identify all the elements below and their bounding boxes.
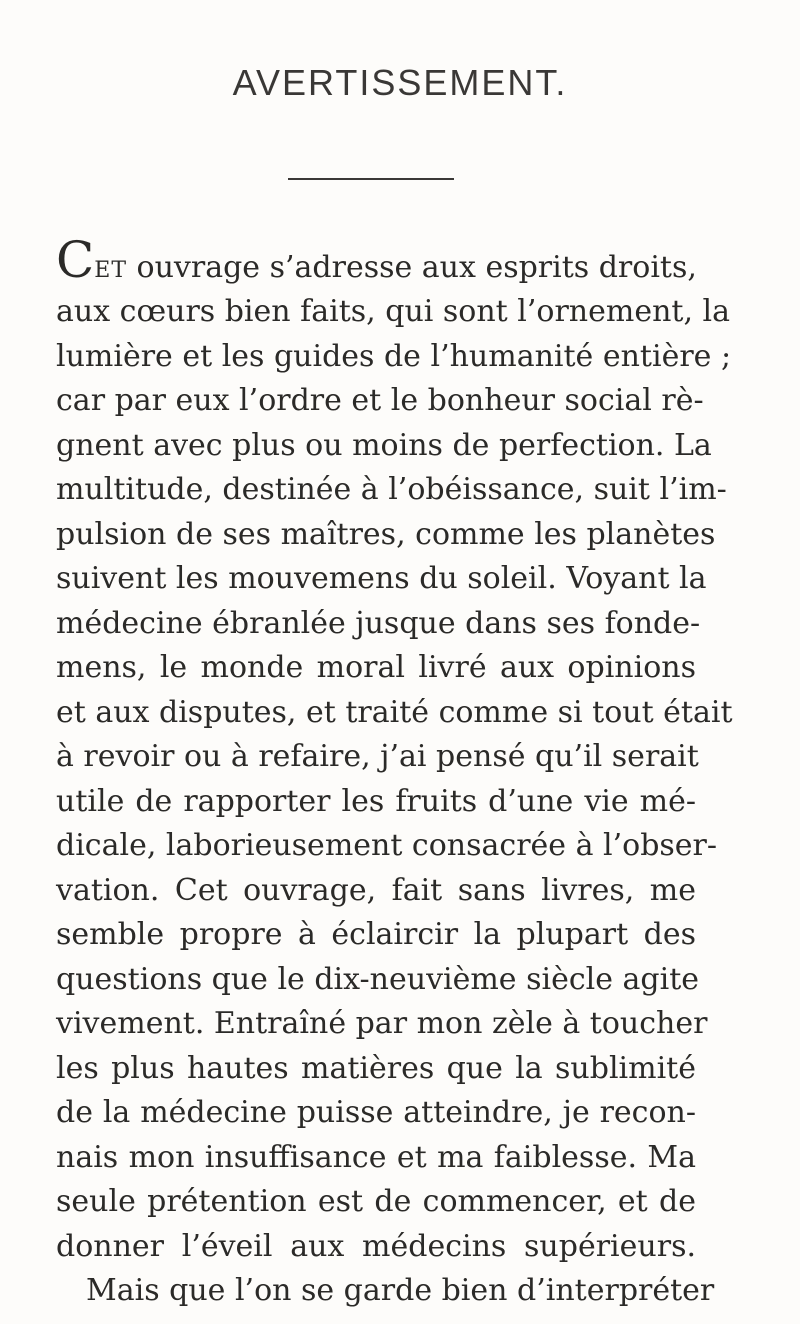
body-text xyxy=(56,231,733,1314)
text-line: dicale, laborieusement consacrée à l’obser- xyxy=(56,828,718,863)
text-line: gnent avec plus ou moins de perfection. La xyxy=(56,427,712,463)
text-line: semble propre à éclaircir la plupart des xyxy=(56,917,696,952)
text-line-1 xyxy=(56,231,697,290)
text-line: car par eux l’ordre et le bonheur social rè- xyxy=(56,383,704,418)
text-line: les plus hautes matières que la sublimité xyxy=(56,1050,696,1086)
text-line: utile de rapporter les fruits d’une vie mé- xyxy=(56,783,696,819)
text-line: donner l’éveil aux médecins supérieurs. xyxy=(56,1228,696,1264)
text-line: vivement. Entraîné par mon zèle à toucher xyxy=(56,1006,708,1041)
text-line: suivent les mouvemens du soleil. Voyant la xyxy=(56,561,707,596)
text-line: questions que le dix-neuvième siècle agite xyxy=(56,961,700,997)
text-line: pulsion de ses maîtres, comme les planètes xyxy=(56,516,716,552)
text-line: vation. Cet ouvrage, fait sans livres, me xyxy=(56,872,696,908)
text-line: à revoir ou à refaire, j’ai pensé qu’il serait xyxy=(56,739,699,774)
text-line: lumière et les guides de l’humanité entière ; xyxy=(56,338,732,374)
drop-cap: C xyxy=(56,231,95,289)
text-line: et aux disputes, et traité comme si tout était xyxy=(56,694,733,730)
title-rule xyxy=(288,178,454,180)
text-line: Mais que l’on se garde bien d’interpréter xyxy=(86,1273,715,1308)
text-line: seule prétention est de commencer, et de xyxy=(56,1184,696,1219)
text-line: aux cœurs bien faits, qui sont l’ornement, la xyxy=(56,294,731,329)
text-line: médecine ébranlée jusque dans ses fonde- xyxy=(56,605,701,641)
text-line: multitude, destinée à l’obéissance, suit l’im- xyxy=(56,472,727,507)
text-line: de la médecine puisse atteindre, je recon- xyxy=(56,1095,696,1130)
text-line-1-rest: ouvrage s’adresse aux esprits droits, xyxy=(127,250,697,285)
page-title: AVERTISSEMENT. xyxy=(232,62,568,103)
first-word-small-caps: ET xyxy=(94,258,127,283)
text-line: mens, le monde moral livré aux opinions xyxy=(56,650,696,685)
text-line: nais mon insuffisance et ma faiblesse. Ma xyxy=(56,1139,696,1175)
